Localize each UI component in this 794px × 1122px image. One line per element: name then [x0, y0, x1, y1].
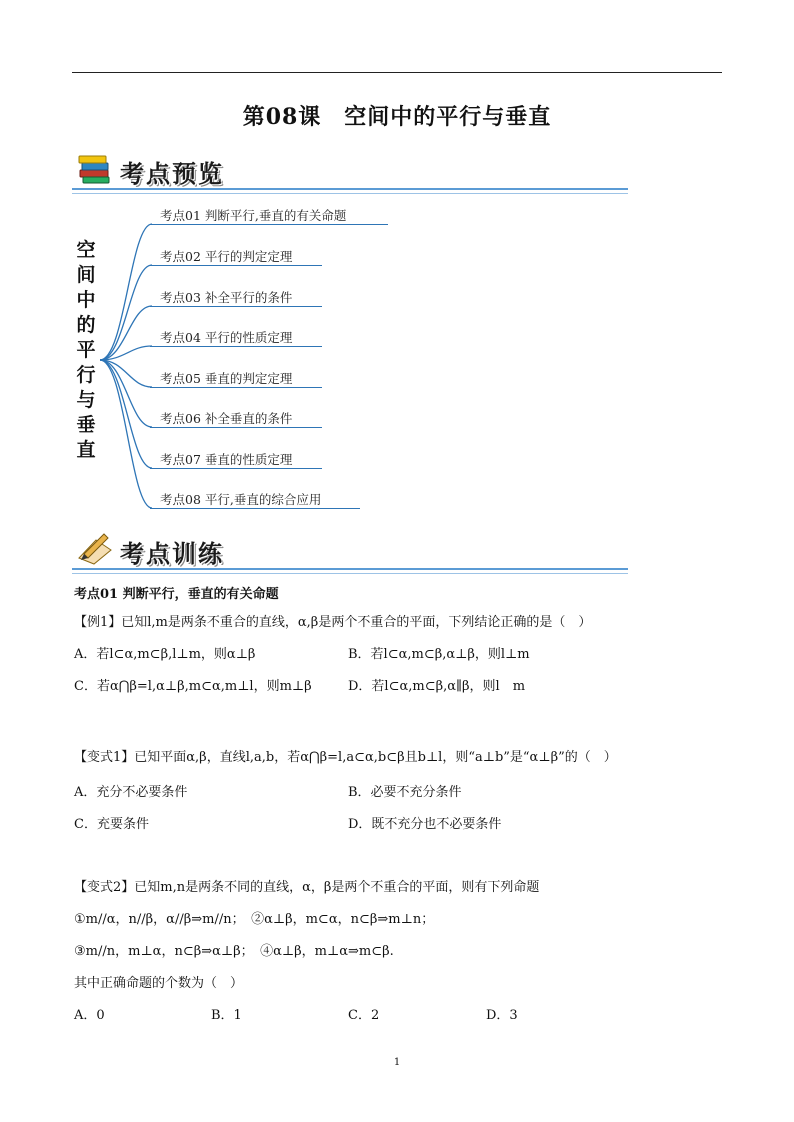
mindmap-branch-03: 考点03 补全平行的条件 [160, 290, 293, 305]
topic01-heading: 考点01 判断平行，垂直的有关命题 [74, 587, 279, 602]
connector-8 [100, 360, 152, 508]
mindmap-branch-01: 考点01 判断平行,垂直的有关命题 [160, 208, 347, 223]
mindmap-branch-08: 考点08 平行,垂直的综合应用 [160, 492, 322, 507]
variant2-propositions-1: ①m//α，n//β，α//β⇒m//n； ②α⊥β，m⊂α，n⊂β⇒m⊥n； [74, 912, 435, 927]
variant1-option-a: A．充分不必要条件 [74, 785, 188, 800]
variant2-option-d: D．3 [486, 1008, 518, 1023]
mindmap-branch-04: 考点04 平行的性质定理 [160, 330, 293, 345]
connector-1 [100, 224, 152, 360]
variant2-propositions-2: ③m//n，m⊥α，n⊂β⇒α⊥β； ④α⊥β，m⊥α⇒m⊂β. [74, 944, 394, 959]
connector-7 [100, 360, 152, 468]
example1-option-b: B．若l⊂α,m⊂β,α⊥β，则l⊥m [348, 647, 530, 662]
page-title: 第08课 空间中的平行与垂直 [242, 104, 552, 130]
variant2-stem: 【变式2】已知m,n是两条不同的直线，α，β是两个不重合的平面，则有下列命题 [74, 880, 540, 895]
variant2-question: 其中正确命题的个数为（ ） [74, 976, 244, 991]
mindmap-root: 空 间 中 的 平 行 与 垂 直 [76, 239, 96, 461]
section-training-title: 考点训练 [120, 540, 224, 568]
mindmap-branch-06: 考点06 补全垂直的条件 [160, 411, 293, 426]
variant2-option-c: C．2 [348, 1008, 380, 1023]
example1-option-a: A．若l⊂α,m⊂β,l⊥m，则α⊥β [74, 647, 256, 662]
variant1-option-c: C．充要条件 [74, 817, 149, 832]
page-number: 1 [393, 1057, 401, 1068]
variant1-option-d: D．既不充分也不必要条件 [348, 817, 502, 832]
section-training-header [72, 528, 628, 570]
example1-option-d: D．若l⊂α,m⊂β,α∥β，则l m [348, 679, 526, 694]
variant2-option-a: A．0 [74, 1008, 105, 1023]
variant1-option-b: B．必要不充分条件 [348, 785, 462, 800]
example1-stem: 【例1】已知l,m是两条不重合的直线，α,β是两个不重合的平面，下列结论正确的是（ ） [74, 615, 592, 630]
variant1-stem: 【变式1】已知平面α,β，直线l,a,b，若α⋂β=l,a⊂α,b⊂β且b⊥l，则“a⊥b”是“α⊥β”的（ ） [74, 750, 617, 765]
mindmap-branch-07: 考点07 垂直的性质定理 [160, 452, 293, 467]
connector-6 [100, 360, 152, 427]
variant2-option-b: B．1 [211, 1008, 242, 1023]
mindmap-branch-02: 考点02 平行的判定定理 [160, 249, 293, 264]
mindmap-branch-05: 考点05 垂直的判定定理 [160, 371, 293, 386]
connector-2 [100, 265, 152, 360]
section-overview-title: 考点预览 [120, 160, 224, 188]
example1-option-c: C．若α⋂β=l,α⊥β,m⊂α,m⊥l，则m⊥β [74, 679, 312, 694]
pencil-paper-icon [76, 528, 114, 566]
